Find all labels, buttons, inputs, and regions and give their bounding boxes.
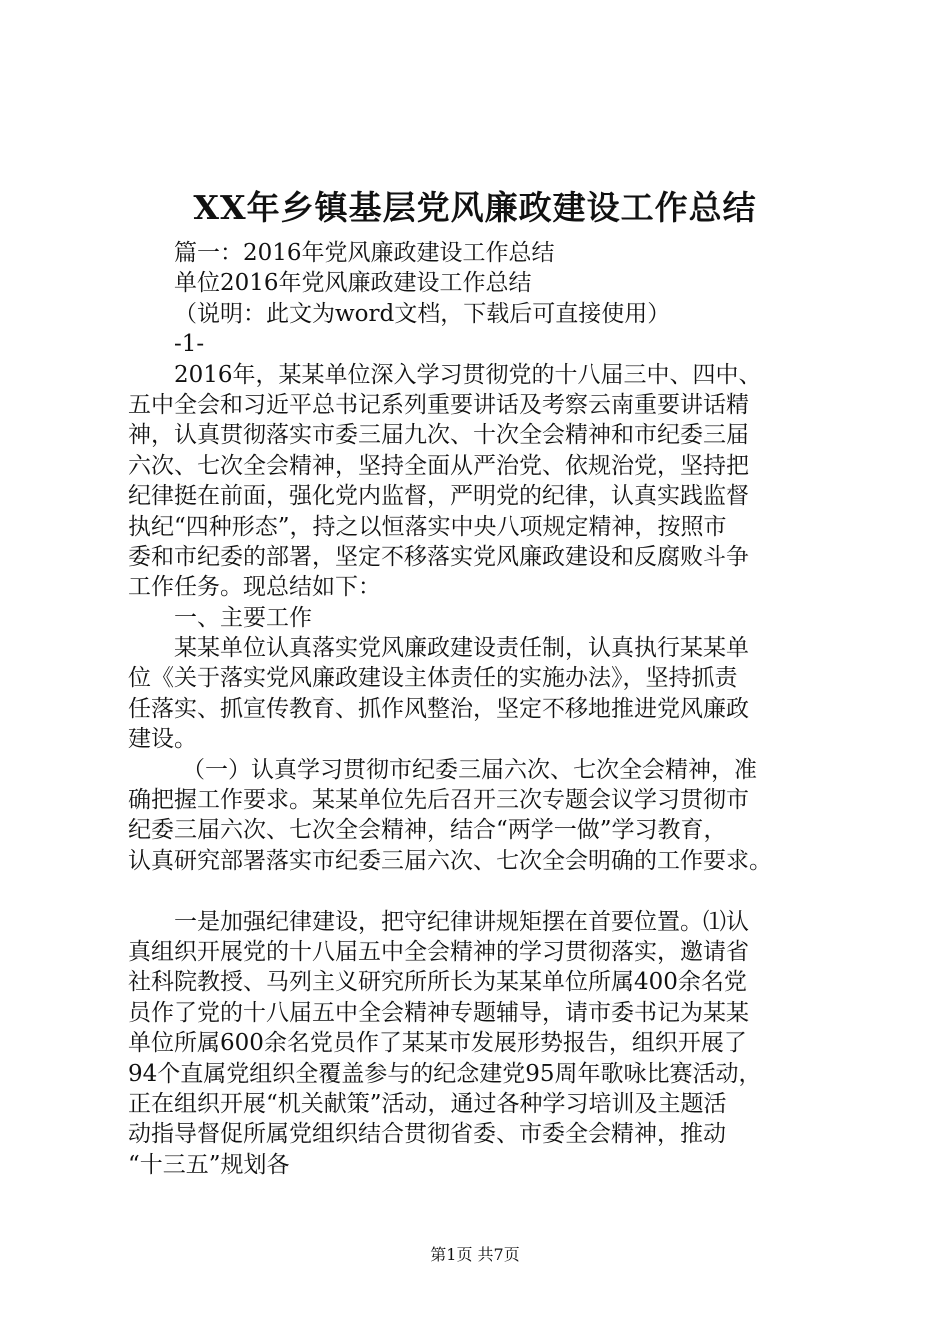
section-heading: 篇一：2016年党风廉政建设工作总结 <box>174 240 555 266</box>
inner-page-marker: -1- <box>174 331 205 358</box>
paragraph-line: 正在组织开展“机关献策”活动，通过各种学习培训及主题活 <box>128 1090 727 1117</box>
paragraph-line: 五中全会和习近平总书记系列重要讲话及考察云南重要讲话精 <box>128 391 749 418</box>
paragraph-line: “十三五”规划各 <box>128 1151 290 1178</box>
paragraph-line: 神，认真贯彻落实市委三届九次、十次全会精神和市纪委三届 <box>128 422 749 449</box>
paragraph-line: 某某单位认真落实党风廉政建设责任制，认真执行某某单 <box>174 635 749 662</box>
paragraph-spacer <box>128 876 828 906</box>
paragraph-line: 94个直属党组织全覆盖参与的纪念建党95周年歌咏比赛活动， <box>128 1060 762 1087</box>
paragraph-line: 任落实、抓宣传教育、抓作风整治，坚定不移地推进党风廉政 <box>128 695 749 722</box>
paragraph-line: 社科院教授、马列主义研究所所长为某某单位所属400余名党 <box>128 969 747 996</box>
section-heading: 一、主要工作 <box>174 604 312 631</box>
paragraph-line: 真组织开展党的十八届五中全会精神的学习贯彻落实，邀请省 <box>128 938 749 965</box>
paragraph-line: 纪委三届六次、七次全会精神，结合“两学一做”学习教育， <box>128 817 727 844</box>
paragraph-line: 确把握工作要求。某某单位先后召开三次专题会议学习贯彻市 <box>128 787 749 814</box>
paragraph-line: 六次、七次全会精神，坚持全面从严治党、依规治党，坚持把 <box>128 452 749 479</box>
paragraph-line: 执纪“四种形态”，持之以恒落实中央八项规定精神，按照市 <box>128 513 727 540</box>
paragraph-line: 动指导督促所属党组织结合贯彻省委、市委全会精神，推动 <box>128 1121 726 1148</box>
paragraph-line: 认真研究部署落实市纪委三届六次、七次全会明确的工作要求。 <box>128 847 772 874</box>
document-body <box>128 238 828 1180</box>
subtitle-line: 单位2016年党风廉政建设工作总结 <box>174 270 532 297</box>
document-title: XX年乡镇基层党风廉政建设工作总结 <box>193 188 757 227</box>
paragraph-line: 单位所属600余名党员作了某某市发展形势报告，组织开展了 <box>128 1030 747 1057</box>
paragraph-line: 一是加强纪律建设，把守纪律讲规矩摆在首要位置。⑴认 <box>174 908 749 935</box>
note-line: （说明：此文为word文档，下载后可直接使用） <box>174 300 671 327</box>
paragraph-line: 委和市纪委的部署，坚定不移落实党风廉政建设和反腐败斗争 <box>128 543 749 570</box>
paragraph-line: 位《关于落实党风廉政建设主体责任的实施办法》，坚持抓责 <box>128 665 738 692</box>
page-footer: 第1页 共7页 <box>430 1245 520 1264</box>
paragraph-line: （一）认真学习贯彻市纪委三届六次、七次全会精神，准 <box>182 756 757 783</box>
paragraph-line: 建设。 <box>128 726 197 753</box>
paragraph-line: 2016年，某某单位深入学习贯彻党的十八届三中、四中、 <box>174 361 762 388</box>
paragraph-line: 纪律挺在前面，强化党内监督，严明党的纪律，认真实践监督 <box>128 483 749 510</box>
paragraph-line: 员作了党的十八届五中全会精神专题辅导，请市委书记为某某 <box>128 999 749 1026</box>
paragraph-line: 工作任务。现总结如下： <box>128 574 381 601</box>
